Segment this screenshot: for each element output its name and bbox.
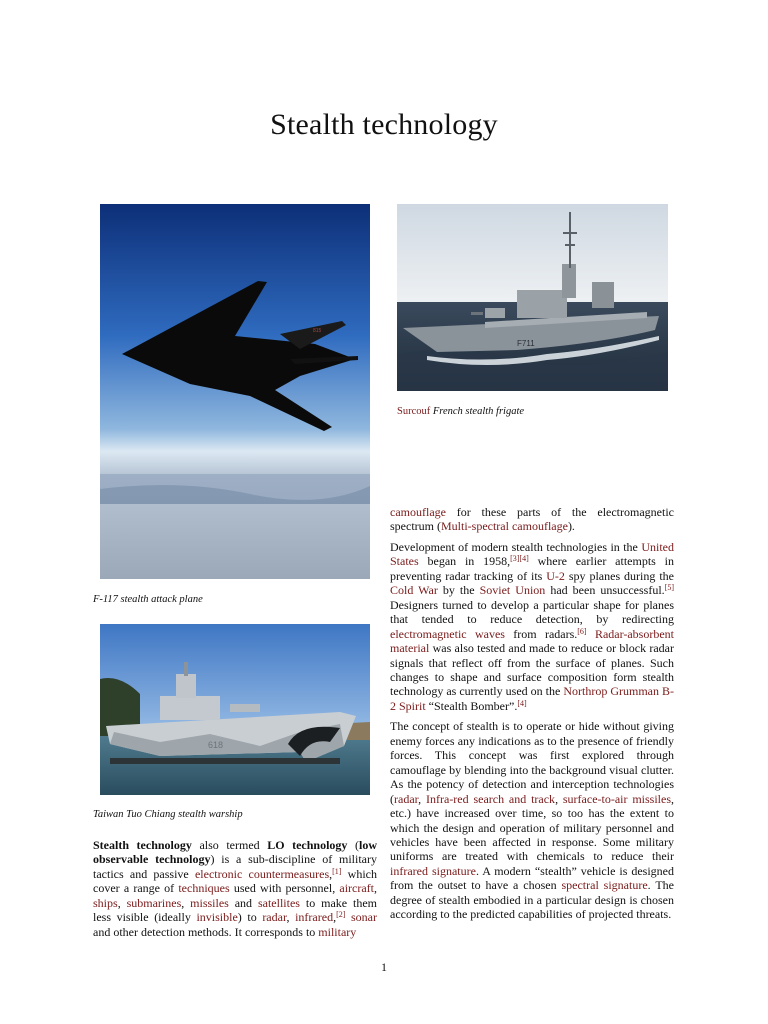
inline-link[interactable]: surface-to-air missiles xyxy=(562,791,672,806)
inline-link[interactable]: infrared signature xyxy=(390,863,476,878)
text-run: where earlier attempts in preventing radar tracking of its xyxy=(390,554,674,583)
text-run: . A modern “stealth” vehicle is designed from the outset to have a chosen xyxy=(390,863,675,893)
caption-link-surcouf[interactable]: Surcouf xyxy=(397,406,431,417)
text-run: , xyxy=(555,791,563,806)
page-title: Stealth technology xyxy=(270,108,498,141)
inline-link[interactable]: ships xyxy=(93,895,118,910)
paragraph-camouflage xyxy=(390,505,674,534)
inline-link[interactable]: radar xyxy=(262,910,287,925)
inline-link[interactable]: Radar-absorbent material xyxy=(390,626,674,656)
text-run: also termed xyxy=(191,838,268,852)
text-run: The concept of stealth is to operate or hide without giving enemy forces any indications as to the presence of friendly forces. This concept was first explored through camouflage by blending into the background visual clutter. As the potency of detection and interception technologies ( xyxy=(390,719,674,806)
text-run: Development of modern stealth technologies in the xyxy=(390,539,642,554)
text-run: spy planes during the xyxy=(564,568,674,583)
text-run: , etc.) have increased over time, so too has the extent to which the design and operation of military personnel and vehicles have been affected in response. Some military uniforms are treated with chemicals to reduce their xyxy=(390,791,675,864)
text-run: for these parts of the electromagnetic spectrum ( xyxy=(390,505,674,534)
bold-term: Stealth technology xyxy=(93,838,192,852)
text-run: ) to xyxy=(237,910,263,925)
text-run: was also tested and made to reduce or block radar signals that reflect off from the surface of planes. Such changes to shape and surface composition form stealth technology as currently used on the xyxy=(390,641,674,699)
inline-link[interactable]: U-2 xyxy=(546,568,565,583)
text-run: ) is a sub-discipline of military tactics and passive xyxy=(93,852,377,881)
inline-link[interactable]: electromagnetic waves xyxy=(390,626,505,641)
frigate-hull-number: F711 xyxy=(517,339,535,348)
inline-link[interactable]: Soviet Union xyxy=(479,583,546,598)
text-run: “Stealth Bomber”. xyxy=(425,698,518,713)
text-run: , xyxy=(333,910,337,925)
bold-term: low observable technology xyxy=(93,838,377,867)
frigate-caption xyxy=(397,406,524,417)
frigate-photo xyxy=(397,204,668,391)
text-run: , xyxy=(374,881,378,896)
text-run: ( xyxy=(347,838,359,852)
text-run: , xyxy=(418,791,426,806)
text-run: ). xyxy=(567,519,575,534)
text-run: by the xyxy=(437,583,480,598)
inline-link[interactable]: Infra-red search and track xyxy=(426,791,556,806)
warship-hull-number: 618 xyxy=(208,740,224,750)
warship-photo xyxy=(100,624,370,795)
inline-link[interactable]: Northrop Grumman B-2 Spirit xyxy=(390,684,674,713)
text-run: , xyxy=(117,895,127,910)
text-run: from radars. xyxy=(504,626,578,641)
inline-link[interactable]: infrared xyxy=(295,910,334,925)
bold-term: LO technology xyxy=(267,838,348,852)
inline-link[interactable]: spectral signature xyxy=(561,878,648,893)
text-run: , xyxy=(286,910,296,925)
f117-photo xyxy=(100,204,370,579)
text-run: and xyxy=(228,895,258,910)
citation-link[interactable]: [2] xyxy=(336,910,346,920)
inline-link[interactable]: Multi-spectral camouflage xyxy=(440,519,568,534)
left-column xyxy=(93,838,377,945)
f117-caption: F-117 stealth attack plane xyxy=(93,594,203,605)
text-run xyxy=(587,627,595,641)
page-number: 1 xyxy=(381,960,387,974)
intro-paragraph xyxy=(93,838,377,939)
citation-link[interactable]: [5] xyxy=(664,583,675,593)
text-run: had been unsuccessful. xyxy=(545,583,665,598)
text-run: Designers turned to develop a particular shape for planes that tended to reduce detection, by redirecting xyxy=(390,597,674,627)
inline-link[interactable]: techniques xyxy=(178,881,230,896)
text-run: and other detection methods. It corresponds to xyxy=(93,924,319,939)
caption-text: French stealth frigate xyxy=(430,406,525,417)
citation-link[interactable]: [6] xyxy=(577,626,587,636)
inline-link[interactable]: sonar xyxy=(351,910,378,925)
inline-link[interactable]: submarines xyxy=(126,895,182,910)
f117-tail-marking: 815 xyxy=(313,328,322,334)
inline-link[interactable]: camouflage xyxy=(390,505,446,519)
inline-link[interactable]: invisible xyxy=(196,910,238,925)
warship-caption: Taiwan Tuo Chiang stealth warship xyxy=(93,809,243,820)
inline-link[interactable]: aircraft xyxy=(339,881,375,896)
text-run: . The degree of stealth embodied in a particular design is chosen according to the predicted capabilities of projected threats. xyxy=(390,878,674,922)
citation-link[interactable]: [4] xyxy=(517,698,527,708)
paragraph-concept xyxy=(390,719,674,921)
inline-link[interactable]: United States xyxy=(390,539,674,569)
text-run: used with personnel, xyxy=(229,881,340,896)
inline-link[interactable]: radar xyxy=(394,791,419,806)
text-run: which cover a range of xyxy=(93,866,377,896)
text-run: to make them less visible (ideally xyxy=(93,895,377,925)
inline-link[interactable]: Cold War xyxy=(390,583,438,598)
text-run: , xyxy=(181,895,191,910)
text-run: , xyxy=(329,866,333,881)
text-run: began in 1958, xyxy=(418,554,511,569)
right-column xyxy=(390,505,674,928)
inline-link[interactable]: missiles xyxy=(190,895,229,910)
inline-link[interactable]: military xyxy=(318,924,357,939)
citation-link[interactable]: [1] xyxy=(332,866,342,876)
inline-link[interactable]: electronic countermeasures xyxy=(194,866,330,881)
paragraph-development xyxy=(390,540,674,713)
inline-link[interactable]: satellites xyxy=(257,895,300,910)
citation-link[interactable]: [3][4] xyxy=(510,554,529,564)
